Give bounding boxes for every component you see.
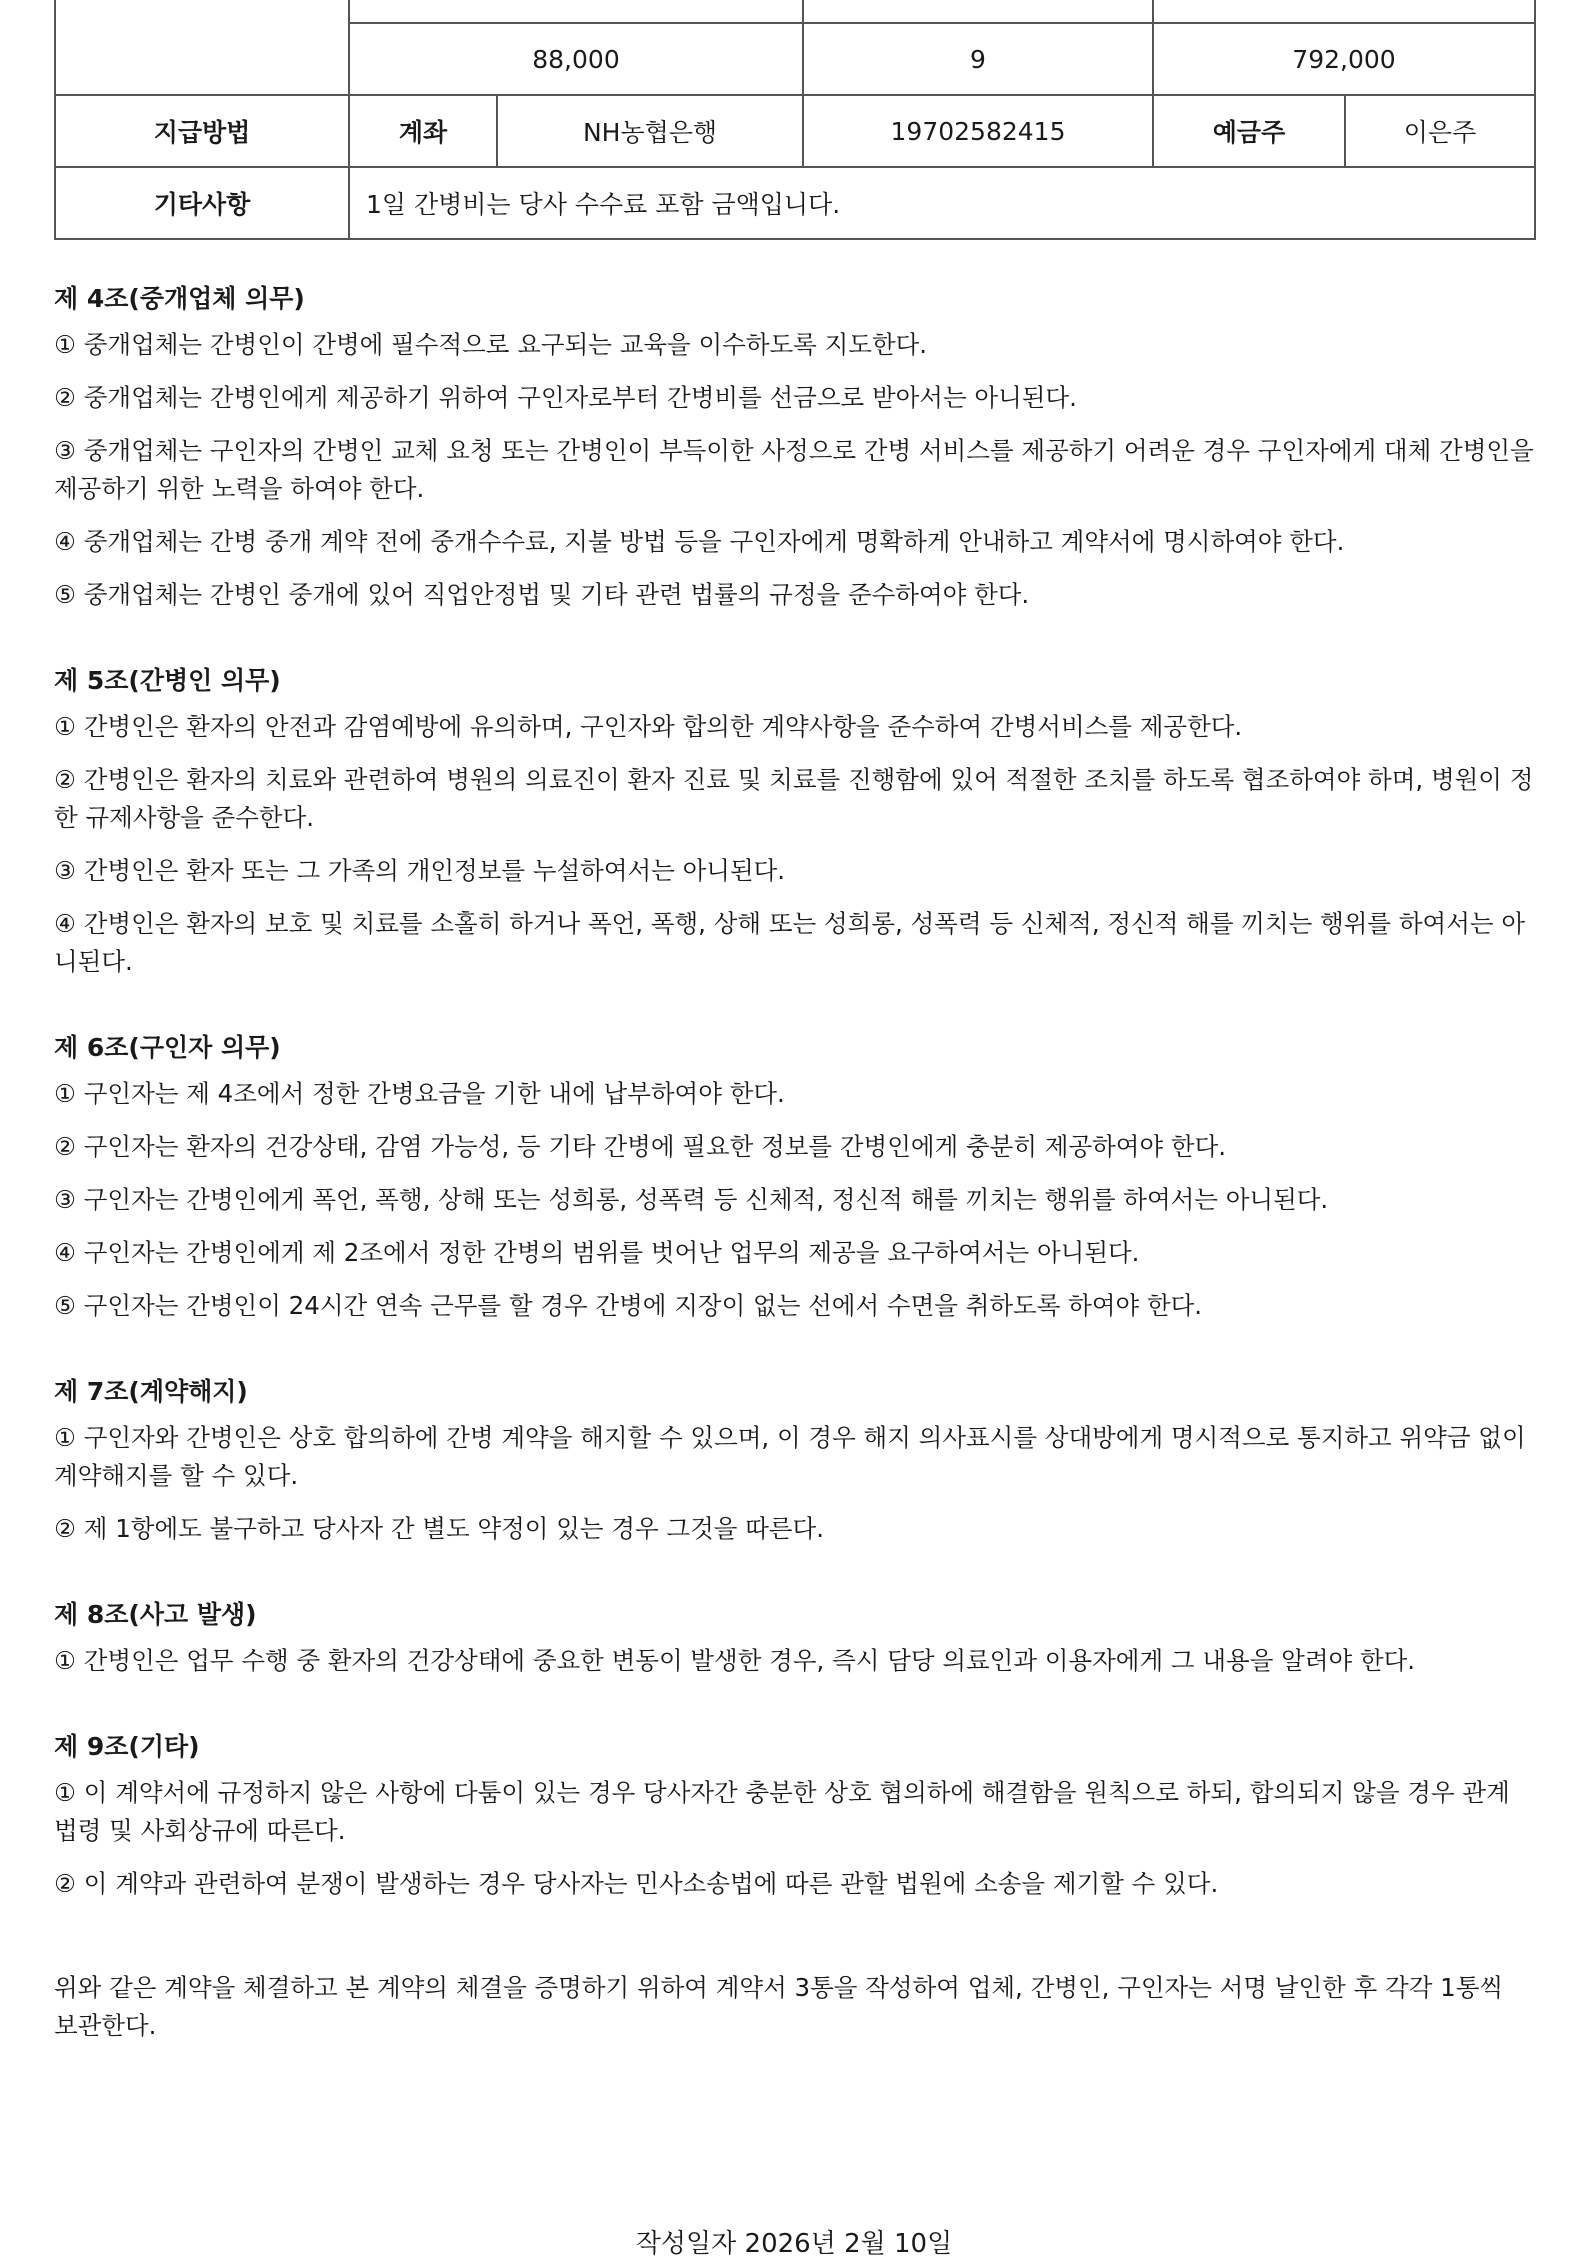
notes-label: 기타사항 xyxy=(55,167,349,239)
table-row-cut xyxy=(55,0,1535,23)
account-number-cell: 19702582415 xyxy=(803,95,1153,167)
total-cell: 792,000 xyxy=(1153,23,1535,95)
bank-cell: NH농협은행 xyxy=(497,95,803,167)
article-title: 제 6조(구인자 의무) xyxy=(54,1033,281,1062)
date-line: 작성일자 2026년 2월 10일 xyxy=(635,2229,953,2259)
clause: ③ 중개업체는 구인자의 간병인 교체 요청 또는 간병인이 부득이한 사정으로 간병 서비스를 제공하기 어려운 경우 구인자에게 대체 간병인을 제공하기 위한 노력을 하여야 한다. xyxy=(54,436,1534,503)
table-row-payment-method xyxy=(55,95,1535,167)
holder-label: 예금주 xyxy=(1153,95,1345,167)
article-6 xyxy=(54,1029,1534,1325)
clause: ④ 간병인은 환자의 보호 및 치료를 소홀히 하거나 폭언, 폭행, 상해 또는 성희롱, 성폭력 등 신체적, 정신적 해를 끼치는 행위를 하여서는 아니된다. xyxy=(54,909,1526,976)
clause: ④ 구인자는 간병인에게 제 2조에서 정한 간병의 범위를 벗어난 업무의 제공을 요구하여서는 아니된다. xyxy=(54,1238,1140,1267)
clause: ② 이 계약과 관련하여 분쟁이 발생하는 경우 당사자는 민사소송법에 따른 관할 법원에 소송을 제기할 수 있다. xyxy=(54,1869,1219,1898)
clause: ③ 간병인은 환자 또는 그 가족의 개인정보를 누설하여서는 아니된다. xyxy=(54,856,786,885)
article-title: 제 9조(기타) xyxy=(54,1732,200,1761)
article-title: 제 8조(사고 발생) xyxy=(54,1600,257,1629)
article-9 xyxy=(54,1728,1534,1903)
article-7 xyxy=(54,1373,1534,1548)
clause: ① 구인자는 제 4조에서 정한 간병요금을 기한 내에 납부하여야 한다. xyxy=(54,1079,785,1108)
clause: ② 간병인은 환자의 치료와 관련하여 병원의 의료진이 환자 진료 및 치료를 진행함에 있어 적절한 조치를 하도록 협조하여야 하며, 병원이 정한 규제사항을 준수한다. xyxy=(54,765,1534,832)
account-label: 계좌 xyxy=(349,95,497,167)
notes-cell: 1일 간병비는 당사 수수료 포함 금액입니다. xyxy=(349,167,1535,239)
contract-body xyxy=(54,280,1534,2045)
article-4 xyxy=(54,280,1534,614)
days-cell: 9 xyxy=(803,23,1153,95)
table-header-cut xyxy=(55,0,349,95)
clause: ① 구인자와 간병인은 상호 합의하에 간병 계약을 해지할 수 있으며, 이 경우 해지 의사표시를 상대방에게 명시적으로 통지하고 위약금 없이 계약해지를 할 수 있다. xyxy=(54,1423,1526,1490)
clause: ① 이 계약서에 규정하지 않은 사항에 다툼이 있는 경우 당사자간 충분한 상호 협의하에 해결함을 원칙으로 하되, 합의되지 않을 경우 관계 법령 및 사회상규에 따른다. xyxy=(54,1778,1510,1845)
table-cell-cut xyxy=(803,0,1153,23)
clause: ② 구인자는 환자의 건강상태, 감염 가능성, 등 기타 간병에 필요한 정보를 간병인에게 충분히 제공하여야 한다. xyxy=(54,1132,1227,1161)
table-cell-cut xyxy=(349,0,803,23)
article-title: 제 7조(계약해지) xyxy=(54,1377,248,1406)
table-cell-cut xyxy=(1153,0,1535,23)
clause: ① 간병인은 업무 수행 중 환자의 건강상태에 중요한 변동이 발생한 경우, 즉시 담당 의료인과 이용자에게 그 내용을 알려야 한다. xyxy=(54,1646,1416,1675)
closing-statement: 위와 같은 계약을 체결하고 본 계약의 체결을 증명하기 위하여 계약서 3통을 작성하여 업체, 간병인, 구인자는 서명 날인한 후 각각 1통씩 보관한다. xyxy=(54,1973,1504,2040)
daily-fee-cell: 88,000 xyxy=(349,23,803,95)
clause: ② 제 1항에도 불구하고 당사자 간 별도 약정이 있는 경우 그것을 따른다. xyxy=(54,1514,825,1543)
payment-table xyxy=(54,0,1536,240)
clause: ① 간병인은 환자의 안전과 감염예방에 유의하며, 구인자와 합의한 계약사항을 준수하여 간병서비스를 제공한다. xyxy=(54,712,1243,741)
table-row-notes xyxy=(55,167,1535,239)
article-5 xyxy=(54,662,1534,981)
holder-cell: 이은주 xyxy=(1345,95,1535,167)
article-8 xyxy=(54,1596,1534,1680)
clause: ④ 중개업체는 간병 중개 계약 전에 중개수수료, 지불 방법 등을 구인자에게 명확하게 안내하고 계약서에 명시하여야 한다. xyxy=(54,527,1345,556)
clause: ② 중개업체는 간병인에게 제공하기 위하여 구인자로부터 간병비를 선금으로 받아서는 아니된다. xyxy=(54,383,1077,412)
payment-method-label: 지급방법 xyxy=(55,95,349,167)
clause: ⑤ 중개업체는 간병인 중개에 있어 직업안정법 및 기타 관련 법률의 규정을 준수하여야 한다. xyxy=(54,580,1030,609)
article-title: 제 4조(중개업체 의무) xyxy=(54,284,305,313)
article-title: 제 5조(간병인 의무) xyxy=(54,666,281,695)
clause: ① 중개업체는 간병인이 간병에 필수적으로 요구되는 교육을 이수하도록 지도한다. xyxy=(54,330,928,359)
clause: ⑤ 구인자는 간병인이 24시간 연속 근무를 할 경우 간병에 지장이 없는 선에서 수면을 취하도록 하여야 한다. xyxy=(54,1291,1203,1320)
clause: ③ 구인자는 간병인에게 폭언, 폭행, 상해 또는 성희롱, 성폭력 등 신체적, 정신적 해를 끼치는 행위를 하여서는 아니된다. xyxy=(54,1185,1329,1214)
